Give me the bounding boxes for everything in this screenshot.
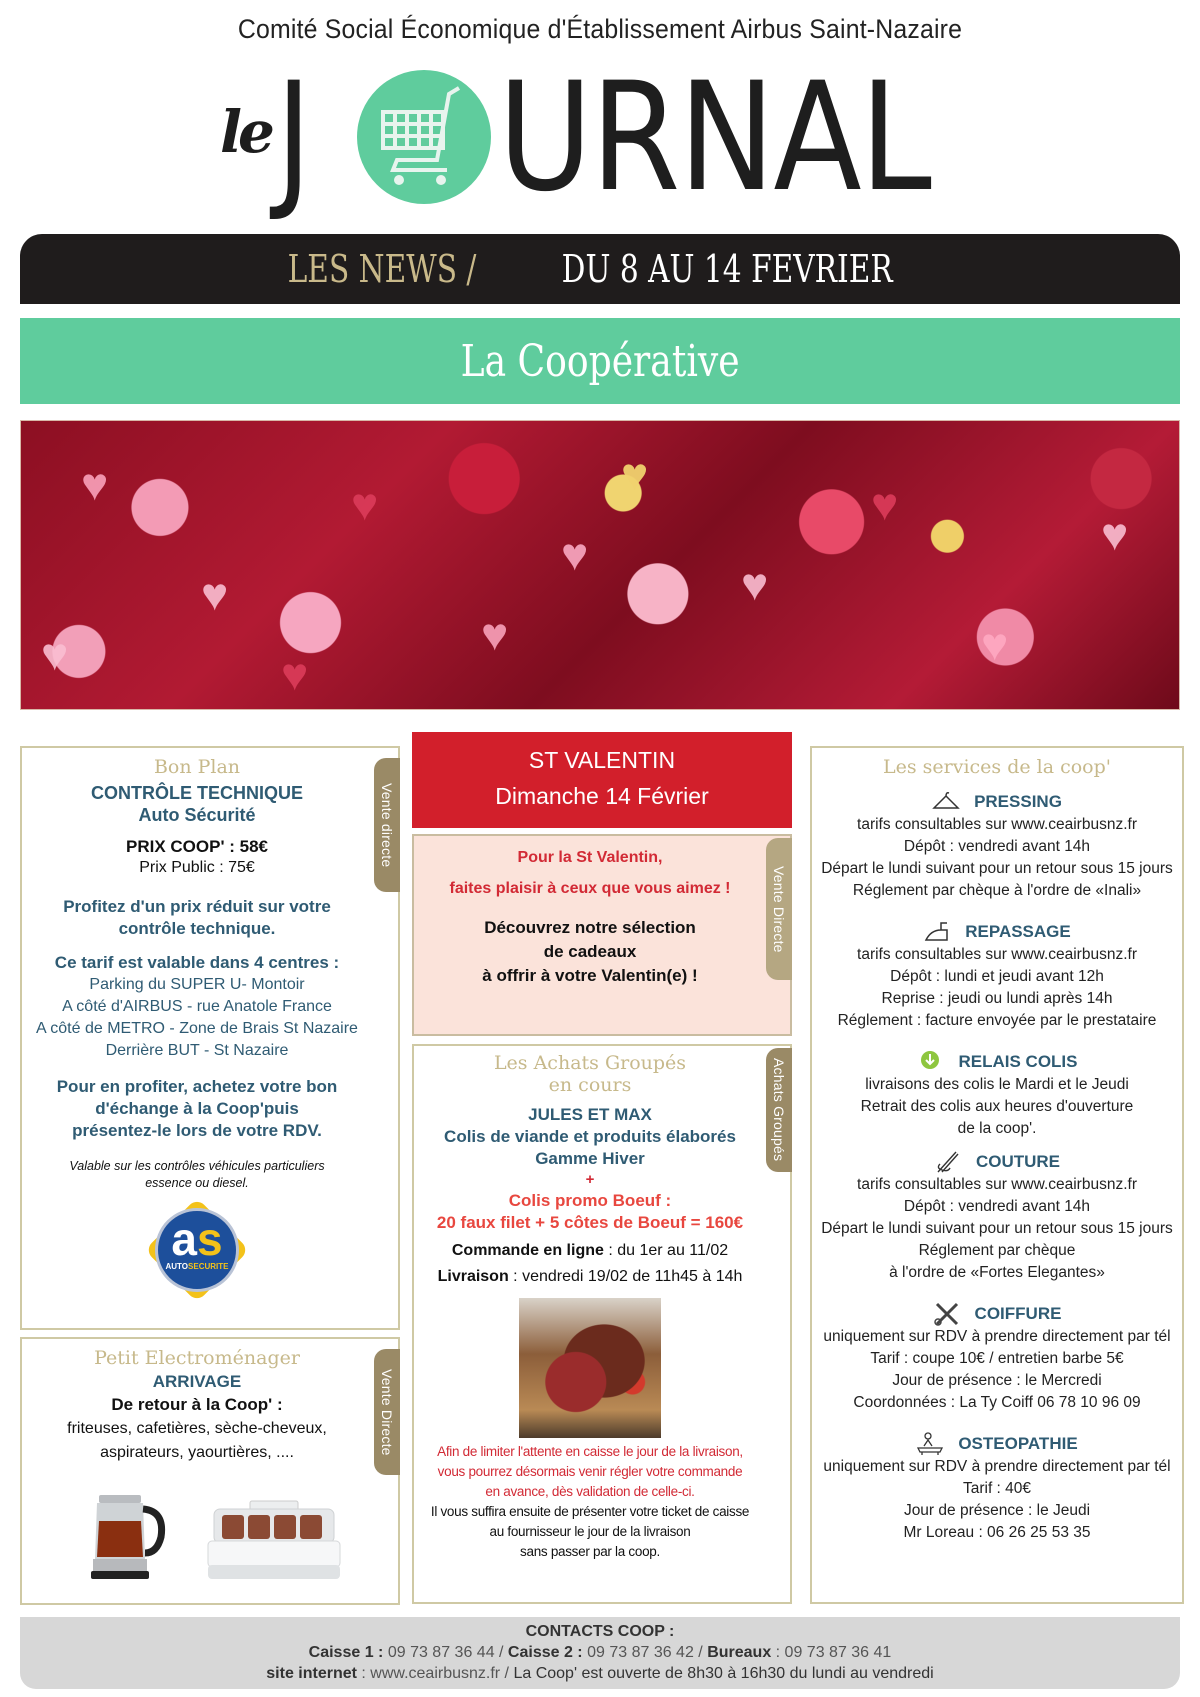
service-pressing: PRESSING tarifs consultables sur www.ceairbusnz.fr Dépôt : vendredi avant 14h Départ le lundi suivant pour un retour sous 15 jours Réglement par chèque à l'ordre de «Inali» — [821, 792, 1173, 899]
gift-selection: à offrir à votre Valentin(e) ! — [482, 966, 698, 985]
valentin-message: faites plaisir à ceux que vous aimez ! — [449, 880, 731, 897]
gift-selection: Découvrez notre sélection — [484, 918, 696, 937]
arrivage-label: ARRIVAGE — [152, 1372, 242, 1391]
iron-icon — [923, 920, 951, 944]
logo-letters: URNAL — [498, 51, 931, 225]
logo-prefix: le — [220, 98, 271, 166]
journal-logo — [220, 51, 980, 225]
howto-line: présentez-le lors de votre RDV. — [72, 1121, 322, 1140]
bon-plan-card — [20, 746, 400, 1330]
coop-price: PRIX COOP' : 58€ — [126, 837, 268, 856]
yogurt-maker-image — [204, 1499, 344, 1583]
back-in-stock: De retour à la Coop' : — [111, 1395, 283, 1414]
centre-item: A côté d'AIRBUS - rue Anatole France — [62, 998, 332, 1015]
product-list: friteuses, cafetières, sèche-cheveux, — [67, 1420, 327, 1437]
contacts-title: CONTACTS COOP : — [525, 1623, 675, 1640]
osteopathy-icon — [916, 1432, 944, 1456]
autosecurite-logo: as AUTOSECURITE — [147, 1200, 247, 1300]
electromenager-card — [20, 1337, 400, 1605]
service-coiffure: COIFFURE uniquement sur RDV à prendre directement par tél Tarif : coupe 10€ / entretien barbe 5€ Jour de présence : le Mercredi Coordonnées : La Ty Coiff 06 78 10 96 09 — [823, 1304, 1171, 1411]
centre-item: A côté de METRO - Zone de Brais St Nazaire — [36, 1020, 358, 1037]
achats-subtitle: en cours — [548, 1074, 632, 1096]
hanger-icon — [932, 790, 960, 814]
valentin-message: Pour la St Valentin, — [517, 849, 663, 866]
news-dates: DU 8 AU 14 FEVRIER — [561, 247, 893, 291]
order-dates: Commande en ligne : du 1er au 11/02 — [451, 1242, 729, 1259]
howto-line: d'échange à la Coop'puis — [95, 1099, 299, 1118]
service-relais-colis: RELAIS COLIS livraisons des colis le Mardi et le Jeudi Retrait des colis aux heures d'ouverture de la coop'. — [860, 1052, 1134, 1137]
promo-title: Colis promo Boeuf : — [508, 1191, 672, 1210]
howto-line: Pour en profiter, achetez votre bon — [56, 1077, 338, 1096]
contacts-footer — [20, 1617, 1180, 1689]
public-price: Prix Public : 75€ — [139, 859, 255, 876]
validity-note: Valable sur les contrôles véhicules particuliers — [69, 1159, 325, 1173]
achats-groupes-tab: Achats Groupés — [766, 1048, 792, 1172]
payment-note: en avance, dès validation de celle-ci. — [485, 1484, 695, 1499]
hearts-banner-image: ♥ ♥ ♥ ♥ ♥ ♥ ♥ ♥ ♥ ♥ ♥ ♥ — [20, 420, 1180, 710]
shopping-cart-icon — [357, 70, 491, 204]
vente-directe-tab: Vente Directe — [766, 838, 792, 980]
bon-plan-title: Bon Plan — [153, 756, 241, 778]
service-repassage: REPASSAGE tarifs consultables sur www.ceairbusnz.fr Dépôt : lundi et jeudi avant 12h Reprise : jeudi ou lundi après 14h Réglement : facture envoyée par le prestataire — [837, 922, 1157, 1029]
product-list: aspirateurs, yaourtières, .... — [100, 1444, 294, 1461]
product-subtitle: Auto Sécurité — [138, 805, 256, 825]
services-card — [810, 746, 1184, 1604]
website-link[interactable]: : www.ceairbusnz.fr / — [356, 1665, 514, 1682]
achats-groupes-card — [412, 1044, 792, 1604]
delivery-date: Livraison : vendredi 19/02 de 11h45 à 14h — [437, 1268, 743, 1285]
promo-text: Profitez d'un prix réduit sur votre contrôle technique. — [63, 897, 331, 938]
service-couture: COUTURE tarifs consultables sur www.ceairbusnz.fr Dépôt : vendredi avant 14h Départ le lundi suivant pour un retour sous 15 jours Réglement par chèque à l'ordre de «Fortes Elegantes» — [821, 1152, 1173, 1281]
tea-kettle-image — [87, 1487, 167, 1581]
website-hours: site internet : www.ceairbusnz.fr / La Coop' est ouverte de 8h30 à 16h30 du lundi au vendredi — [266, 1665, 934, 1682]
centre-item: Parking du SUPER U- Montoir — [89, 976, 305, 993]
organization-name: Comité Social Économique d'Établissement Airbus Saint-Nazaire — [237, 14, 963, 44]
section-title-bar — [20, 318, 1180, 404]
product-title: CONTRÔLE TECHNIQUE — [90, 783, 303, 803]
st-valentin-date: Dimanche 14 Février — [495, 783, 709, 809]
vente-directe-tab: Vente Directe — [374, 1349, 400, 1475]
news-date-bar — [20, 234, 1180, 304]
ticket-note: au fournisseur le jour de la livraison — [489, 1524, 691, 1539]
phone-numbers: Caisse 1 : 09 73 87 36 44 / Caisse 2 : 09 73 87 36 42 / Bureaux : 09 73 87 36 41 — [308, 1644, 892, 1661]
scissors-comb-icon — [933, 1302, 961, 1326]
needle-thread-icon — [934, 1150, 962, 1174]
st-valentin-header — [412, 732, 792, 828]
service-osteopathie: OSTEOPATHIE uniquement sur RDV à prendre directement par tél Tarif : 40€ Jour de présence : le Jeudi Mr Loreau : 06 26 25 53 35 — [823, 1434, 1171, 1541]
achats-title: Les Achats Groupés — [493, 1052, 687, 1074]
gift-selection: de cadeaux — [543, 942, 637, 961]
services-title: Les services de la coop' — [882, 756, 1111, 778]
centres-title: Ce tarif est valable dans 4 centres : — [54, 953, 340, 972]
electro-title: Petit Electroménager — [94, 1347, 300, 1369]
promo-detail: 20 faux filet + 5 côtes de Boeuf = 160€ — [436, 1213, 744, 1232]
logo-letter-j: J — [276, 51, 312, 225]
product-desc: Colis de viande et produits élaborés — [444, 1127, 736, 1146]
news-label: LES NEWS / — [287, 247, 477, 291]
section-title: La Coopérative — [460, 335, 740, 387]
centre-item: Derrière BUT - St Nazaire — [105, 1042, 289, 1059]
product-desc: Gamme Hiver — [535, 1149, 645, 1168]
payment-note: vous pourrez désormais venir régler votre commande — [437, 1464, 743, 1479]
st-valentin-title: ST VALENTIN — [528, 747, 676, 773]
relais-colis-logo-icon — [916, 1050, 944, 1074]
validity-note: essence ou diesel. — [145, 1176, 249, 1190]
ticket-note: sans passer par la coop. — [520, 1544, 660, 1559]
vente-directe-tab: Vente directe — [374, 758, 400, 892]
roast-beef-image — [519, 1298, 661, 1438]
ticket-note: Il vous suffira ensuite de présenter votre ticket de caisse — [430, 1504, 750, 1519]
plus-sign: + — [585, 1171, 595, 1188]
payment-note: Afin de limiter l'attente en caisse le jour de la livraison, — [437, 1444, 743, 1459]
vendor-name: JULES ET MAX — [528, 1105, 652, 1124]
st-valentin-card — [412, 834, 792, 1036]
